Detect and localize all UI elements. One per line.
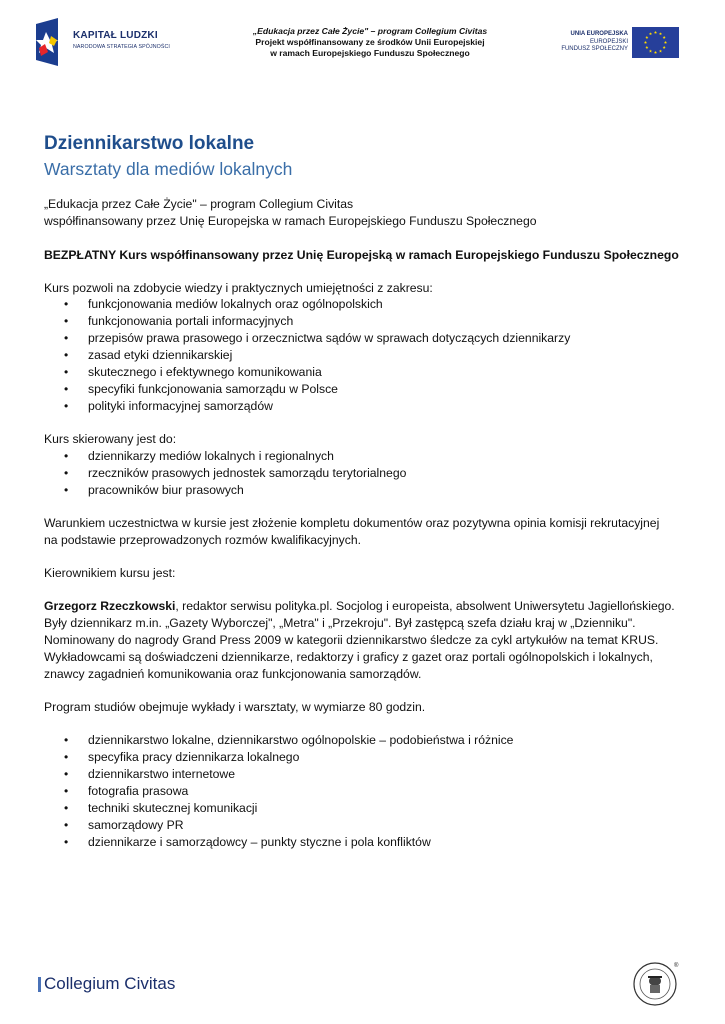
document-title: Dziennikarstwo lokalne [44,133,255,154]
program-item [44,800,513,817]
bullet-icon: • [64,483,69,497]
director-line-1-rest: , redaktor serwisu polityka.pl. Socjolog i europeista, absolwent Uniwersytetu Jagiellońskiego. [175,599,675,613]
header-line-1: „Edukacja przez Całe Życie" – program Collegium Civitas [252,26,488,36]
program-item [44,817,513,834]
skill-item-text: skutecznego i efektywnego komunikowania [88,365,322,379]
requirements-line-1: Warunkiem uczestnictwa w kursie jest złożenie kompletu dokumentów oraz pozytywna opinia komisji rekrutacyjnej [44,516,660,530]
free-course-notice: BEZPŁATNY Kurs współfinansowany przez Unię Europejską w ramach Europejskiego Funduszu Społecznego [44,248,679,262]
audience-intro: Kurs skierowany jest do: [44,432,177,446]
intro-line-2: współfinansowany przez Unię Europejska w ramach Europejskiego Funduszu Społecznego [44,214,537,228]
program-intro: Program studiów obejmuje wykłady i warsztaty, w wymiarze 80 godzin. [44,700,426,714]
director-line-2: Były dziennikarz m.in. „Gazety Wyborczej", „Metra" i „Przekroju". Był zastępcą szefa działu kraj w „Dzienniku". [44,616,636,630]
bullet-icon: • [64,348,69,362]
eu-star [663,36,666,39]
registered-mark: ® [674,963,679,969]
header-line-3: w ramach Europejskiego Funduszu Społecznego [270,48,470,58]
skill-item [44,364,570,381]
program-item-text: fotografia prasowa [88,784,189,798]
bullet-icon: • [64,331,69,345]
audience-item-text: dziennikarzy mediów lokalnych i regionalnych [88,449,334,463]
bullet-icon: • [64,382,69,396]
skill-item-text: przepisów prawa prasowego i orzecznictwa sądów w sprawach dotyczących dziennikarzy [88,331,571,345]
bullet-icon: • [64,801,69,815]
collegium-civitas-bar-icon [38,977,41,992]
program-item [44,732,513,749]
audience-item-text: rzeczników prasowych jednostek samorządu terytorialnego [88,466,407,480]
bullet-icon: • [64,314,69,328]
eu-logo-line-2: EUROPEJSKI [589,38,628,45]
program-item [44,749,513,766]
skill-item [44,296,570,313]
eu-star [654,51,657,54]
eu-logo-line-1: UNIA EUROPEJSKA [570,31,628,37]
eu-star [645,46,648,49]
bullet-icon: • [64,365,69,379]
requirements-line-2: na podstawie przeprowadzonych rozmów kwalifikacyjnych. [44,533,362,547]
skill-item-text: polityki informacyjnej samorządów [88,399,273,413]
header-line-2: Projekt współfinansowany ze środków Unii Europejskiej [255,37,485,47]
program-list [44,732,513,851]
skills-intro: Kurs pozwoli na zdobycie wiedzy i praktycznych umiejętności z zakresu: [44,281,433,295]
bullet-icon: • [64,784,69,798]
kapital-ludzki-title: KAPITAŁ LUDZKI [73,30,158,41]
skill-item [44,313,570,330]
director-line-1 [44,598,675,615]
eu-star [649,32,652,35]
audience-item-text: pracowników biur prasowych [88,483,244,497]
program-item [44,783,513,800]
audience-item [44,482,406,499]
audience-item [44,465,406,482]
eu-star [649,50,652,53]
skill-item [44,398,570,415]
bullet-icon: • [64,818,69,832]
program-item-text: dziennikarstwo internetowe [88,767,236,781]
skill-item-text: funkcjonowania mediów lokalnych oraz ogólnopolskich [88,297,383,311]
skill-item [44,347,570,364]
audience-list [44,448,406,499]
eu-star [644,41,647,44]
intro-line-1: „Edukacja przez Całe Życie" – program Collegium Civitas [44,197,354,211]
eu-star [645,36,648,39]
skill-item [44,330,570,347]
director-line-4: Wykładowcami są doświadczeni dziennikarze, redaktorzy i graficy z gazet oraz portali ogólnopolskich i lokalnych, [44,650,653,664]
skill-item-text: specyfiki funkcjonowania samorządu w Polsce [88,382,338,396]
program-item-text: dziennikarstwo lokalne, dziennikarstwo ogólnopolskie – podobieństwa i różnice [88,733,514,747]
eu-stars [632,27,679,58]
eu-logo-text [540,31,628,54]
program-item-text: dziennikarze i samorządowcy – punkty styczne i pola konfliktów [88,835,431,849]
bullet-icon: • [64,449,69,463]
eu-flag-icon [632,27,679,58]
bullet-icon: • [64,297,69,311]
skill-item-text: funkcjonowania portali informacyjnych [88,314,294,328]
skill-item-text: zasad etyki dziennikarskiej [88,348,233,362]
eu-logo-line-3: FUNDUSZ SPOŁECZNY [561,46,628,52]
program-item-text: specyfika pracy dziennikarza lokalnego [88,750,300,764]
eu-star [664,41,667,44]
document-subtitle: Warsztaty dla mediów lokalnych [44,159,293,179]
bullet-icon: • [64,835,69,849]
program-item [44,766,513,783]
director-line-5: znawcy zagadnień komunikowania oraz funkcjonowania samorządów. [44,667,422,681]
bullet-icon: • [64,399,69,413]
bullet-icon: • [64,733,69,747]
skills-list [44,296,570,415]
audience-item [44,448,406,465]
eu-star [659,50,662,53]
eu-star [659,32,662,35]
bullet-icon: • [64,466,69,480]
header-program-info [220,26,520,59]
director-name: Grzegorz Rzeczkowski [44,599,176,613]
director-line-3: Nominowany do nagrody Grand Press 2009 w kategorii dziennikarstwo śledcze za cykl artykułów na temat KRUS. [44,633,659,647]
collegium-civitas-brand: Collegium Civitas [44,974,176,993]
program-item-text: samorządowy PR [88,818,184,832]
eu-star [663,46,666,49]
director-intro: Kierownikiem kursu jest: [44,566,176,580]
bullet-icon: • [64,750,69,764]
program-item-text: techniki skutecznej komunikacji [88,801,258,815]
eu-star [654,31,657,34]
kapital-ludzki-logo [36,18,176,68]
seal-emblem-icon [633,962,677,1006]
bullet-icon: • [64,767,69,781]
kapital-ludzki-emblem-icon [36,18,72,66]
program-item [44,834,513,851]
skill-item [44,381,570,398]
kapital-ludzki-subtitle: NARODOWA STRATEGIA SPÓJNOŚCI [73,44,170,50]
